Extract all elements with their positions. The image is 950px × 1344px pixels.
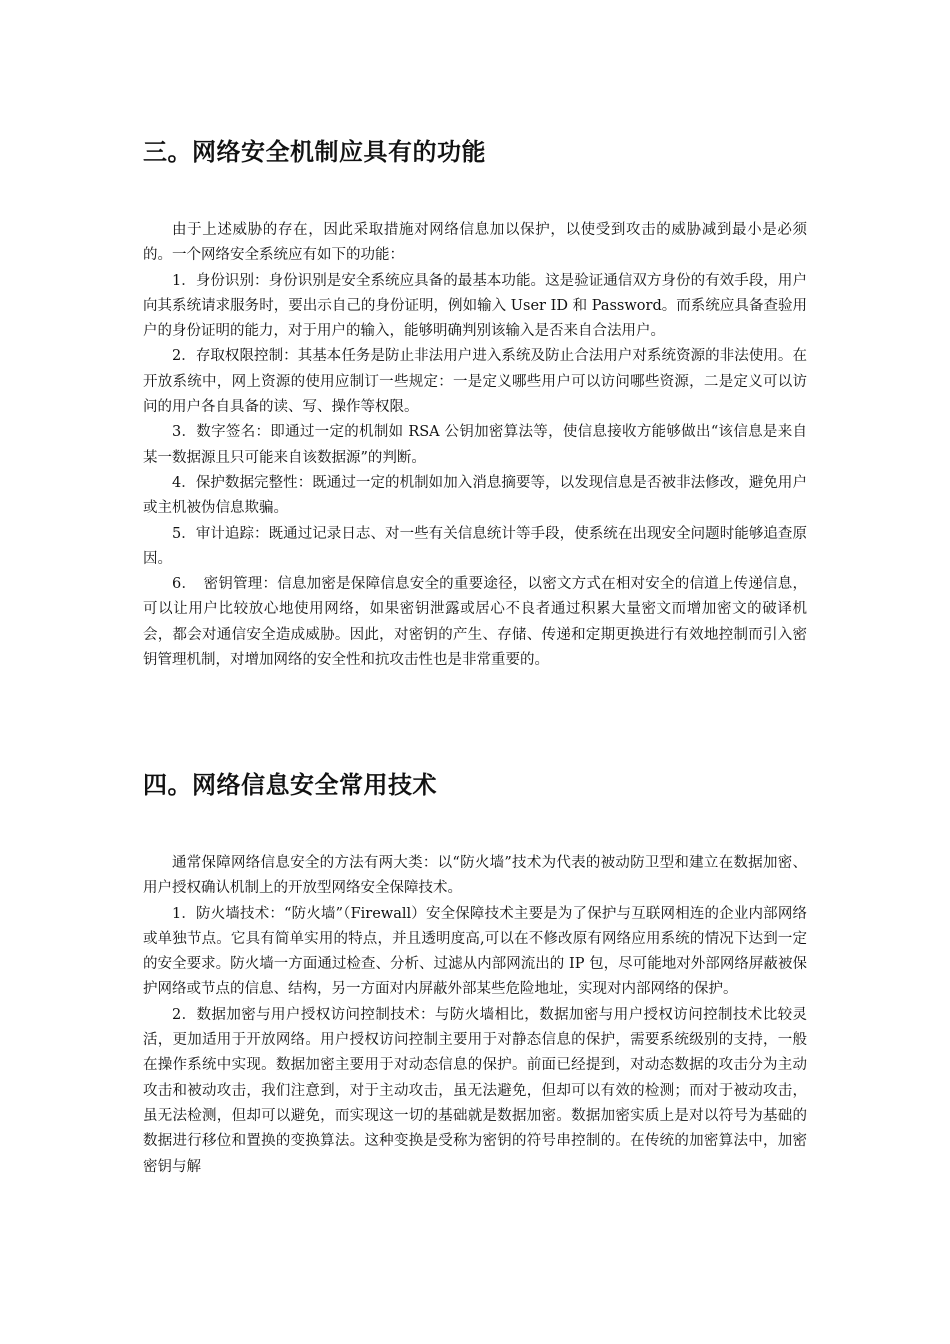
section-3-item-1: 1．身份识别：身份识别是安全系统应具备的最基本功能。这是验证通信双方身份的有效手段，用户向其系统请求服务时，要出示自己的身份证明，例如输入 User ID 和 Password。而系统应具备查验用户的身份证明的能力，对于用户的输入，能够明确判别该输入是否来自合法用户。 (143, 272, 807, 340)
section-3-item-6: 6． 密钥管理：信息加密是保障信息安全的重要途径，以密文方式在相对安全的信道上传递信息，可以让用户比较放心地使用网络，如果密钥泄露或居心不良者通过积累大量密文而增加密文的破译机会，都会对通信安全造成威胁。因此，对密钥的产生、存储、传递和定期更换进行有效地控制而引入密钥管理机制，对增加网络的安全性和抗攻击性也是非常重要的。 (143, 576, 807, 669)
section-3-item-3: 3．数字签名：即通过一定的机制如 RSA 公钥加密算法等，使信息接收方能够做出“该信息是来自某一数据源且只可能来自该数据源”的判断。 (143, 424, 807, 466)
section-3-heading: 三。网络安全机制应具有的功能 (143, 138, 486, 166)
section-3-item-5: 5．审计追踪：既通过记录日志、对一些有关信息统计等手段，使系统在出现安全问题时能够追查原因。 (143, 525, 807, 567)
section-3-intro-paragraph: 由于上述威胁的存在，因此采取措施对网络信息加以保护，以使受到攻击的威胁减到最小是必须的。一个网络安全系统应有如下的功能： (143, 222, 807, 264)
section-3-body (143, 218, 807, 673)
section-4-body (143, 851, 807, 1180)
section-3-item-4: 4．保护数据完整性：既通过一定的机制如加入消息摘要等，以发现信息是否被非法修改，避免用户或主机被伪信息欺骗。 (143, 474, 807, 517)
section-4-item-2: 2．数据加密与用户授权访问控制技术：与防火墙相比，数据加密与用户授权访问控制技术比较灵活，更加适用于开放网络。用户授权访问控制主要用于对静态信息的保护，需要系统级别的支持，一般在操作系统中实现。数据加密主要用于对动态信息的保护。前面已经提到，对动态数据的攻击分为主动攻击和被动攻击，我们注意到，对于主动攻击，虽无法避免，但却可以有效的检测；而对于被动攻击，虽无法检测，但却可以避免，而实现这一切的基础就是数据加密。数据加密实质上是对以符号为基础的数据进行移位和置换的变换算法。这种变换是受称为密钥的符号串控制的。在传统的加密算法中，加密密钥与解 (143, 1006, 807, 1175)
section-4-heading: 四。网络信息安全常用技术 (143, 771, 437, 799)
section-4-intro-paragraph: 通常保障网络信息安全的方法有两大类：以“防火墙”技术为代表的被动防卫型和建立在数据加密、用户授权确认机制上的开放型网络安全保障技术。 (143, 855, 807, 897)
section-3-item-2: 2．存取权限控制：其基本任务是防止非法用户进入系统及防止合法用户对系统资源的非法使用。在开放系统中，网上资源的使用应制订一些规定：一是定义哪些用户可以访问哪些资源，二是定义可以访问的用户各自具备的读、写、操作等权限。 (143, 348, 807, 416)
section-4-item-1: 1．防火墙技术：“防火墙”（Firewall）安全保障技术主要是为了保护与互联网相连的企业内部网络或单独节点。它具有简单实用的特点，并且透明度高,可以在不修改原有网络应用系统的情况下达到一定的安全要求。防火墙一方面通过检查、分析、过滤从内部网流出的 IP 包，尽可能地对外部网络屏蔽被保护网络或节点的信息、结构，另一方面对内屏蔽外部某些危险地址，实现对内部网络的保护。 (143, 905, 807, 998)
